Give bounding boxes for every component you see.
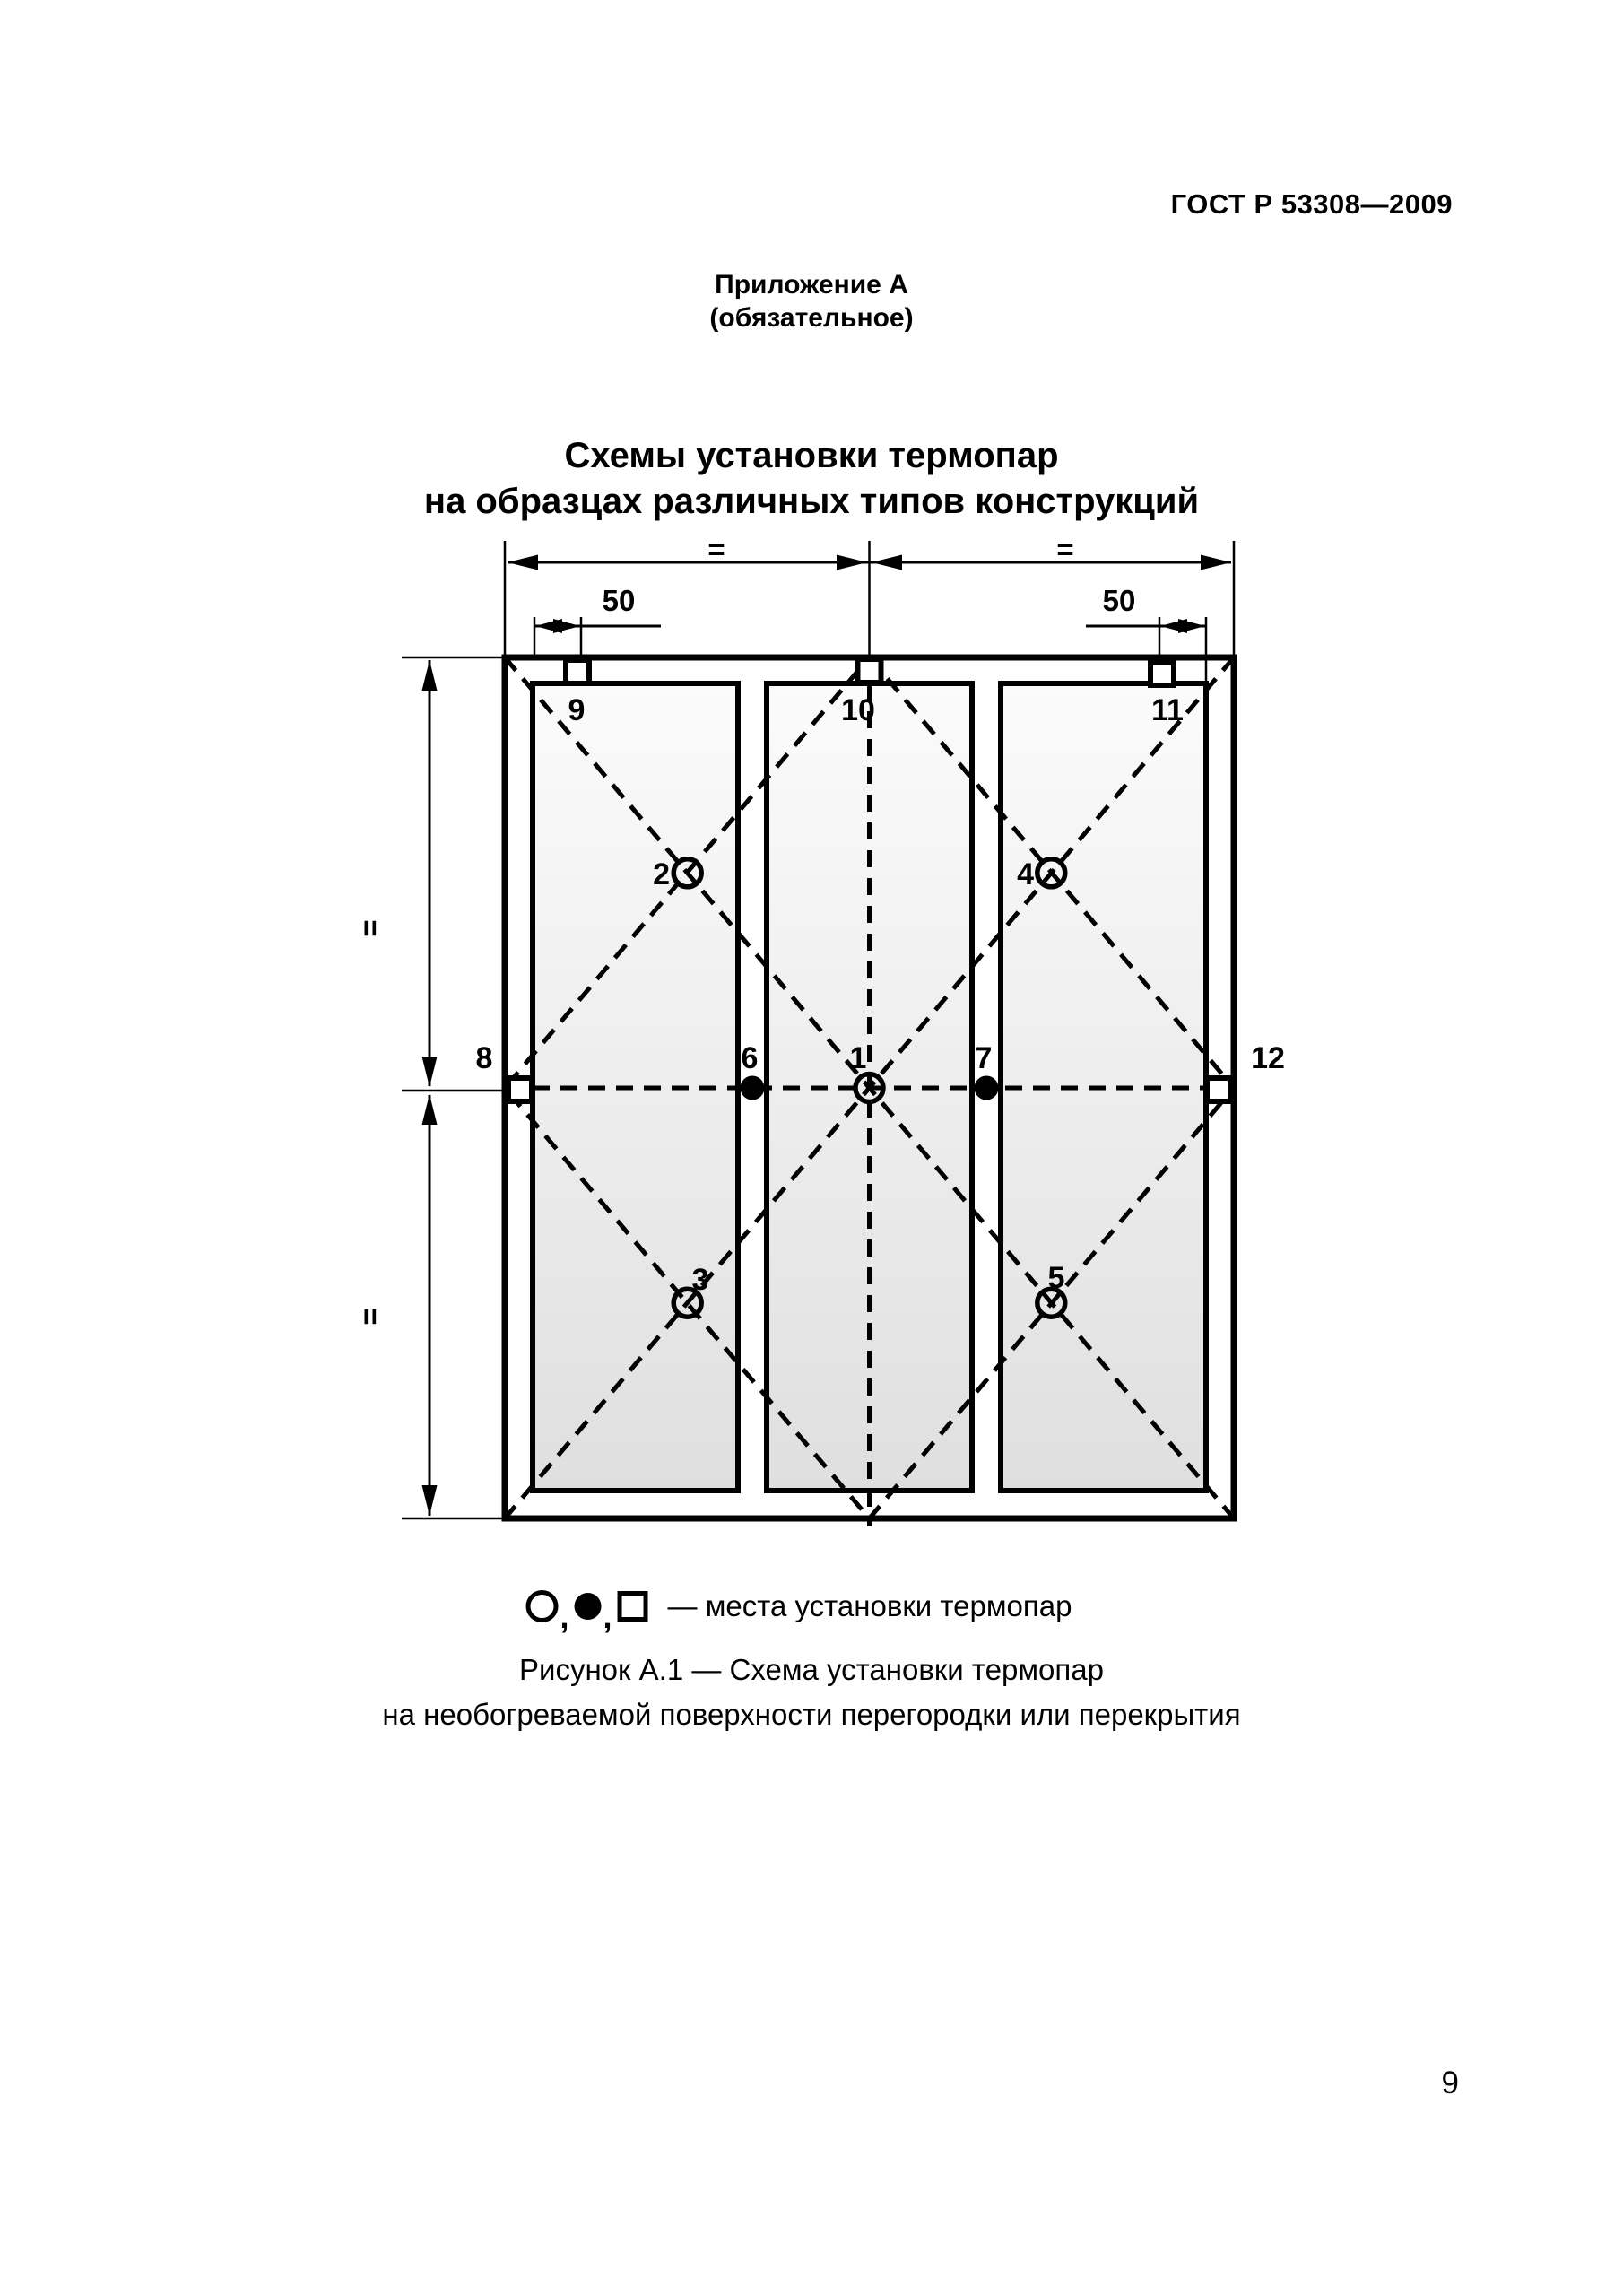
point-label-7: 7 (975, 1041, 993, 1075)
point-label-9: 9 (568, 693, 586, 727)
legend-separator: , (603, 1598, 612, 1635)
dim-equal-lower-side-label: = (353, 1308, 387, 1326)
arrow-left-icon (508, 555, 538, 570)
point-label-4: 4 (1017, 857, 1034, 891)
dim-50-right-label: 50 (1102, 584, 1136, 617)
point-label-10: 10 (841, 693, 875, 727)
standard-number: ГОСТ Р 53308—2009 (1170, 188, 1453, 220)
point-label-11: 11 (1151, 693, 1184, 727)
point-label-5: 5 (1047, 1261, 1065, 1295)
figure-caption-line2: на необогреваемой поверхности перегородки или перекрытия (382, 1698, 1241, 1731)
thermocouple-square-11 (1150, 662, 1174, 685)
thermocouple-square-8 (508, 1078, 532, 1101)
thermocouple-square-12 (1207, 1078, 1230, 1101)
point-label-3: 3 (691, 1263, 709, 1297)
arrow-right-icon (837, 555, 867, 570)
point-label-6: 6 (741, 1041, 759, 1075)
legend (526, 1587, 1072, 1635)
figure-caption (0, 1648, 1623, 1737)
thermocouple-dot-7 (975, 1076, 999, 1100)
point-label-2: 2 (653, 857, 670, 891)
arrow-up-icon (422, 660, 438, 691)
section-title-line2: на образцах различных типов конструкций (423, 482, 1200, 521)
open-circle-icon (526, 1590, 559, 1622)
legend-separator: , (560, 1598, 569, 1635)
arrow-down-icon (422, 1485, 438, 1516)
point-label-8: 8 (475, 1041, 493, 1075)
dim-equal-left-label: = (707, 533, 725, 566)
dim-equal-right-label: = (1056, 533, 1074, 566)
thermocouple-dot-6 (741, 1076, 765, 1100)
appendix-subtitle: (обязательное) (709, 303, 914, 333)
thermocouple-square-10 (858, 659, 881, 683)
arrow-down-icon (422, 1057, 438, 1087)
dim-50-left-label: 50 (602, 584, 636, 617)
legend-text: — места установки термопар (667, 1589, 1072, 1622)
arrow-right-icon (1201, 555, 1231, 570)
point-label-12: 12 (1251, 1041, 1285, 1075)
point-label-1: 1 (849, 1041, 867, 1075)
arrow-right-icon (553, 619, 580, 633)
open-square-icon (618, 1591, 648, 1622)
arrow-up-icon (422, 1094, 438, 1125)
arrow-left-icon (872, 555, 902, 570)
thermocouple-square-9 (566, 660, 589, 683)
dim-equal-upper-side-label: = (353, 919, 387, 937)
section-title-line1: Схемы установки термопар (564, 436, 1059, 475)
appendix-title: Приложение А (715, 270, 908, 300)
arrow-right-icon (1178, 619, 1205, 633)
filled-circle-icon (575, 1593, 602, 1620)
figure-caption-line1: Рисунок А.1 — Схема установки термопар (519, 1653, 1104, 1686)
page-number: 9 (1441, 2066, 1459, 2100)
